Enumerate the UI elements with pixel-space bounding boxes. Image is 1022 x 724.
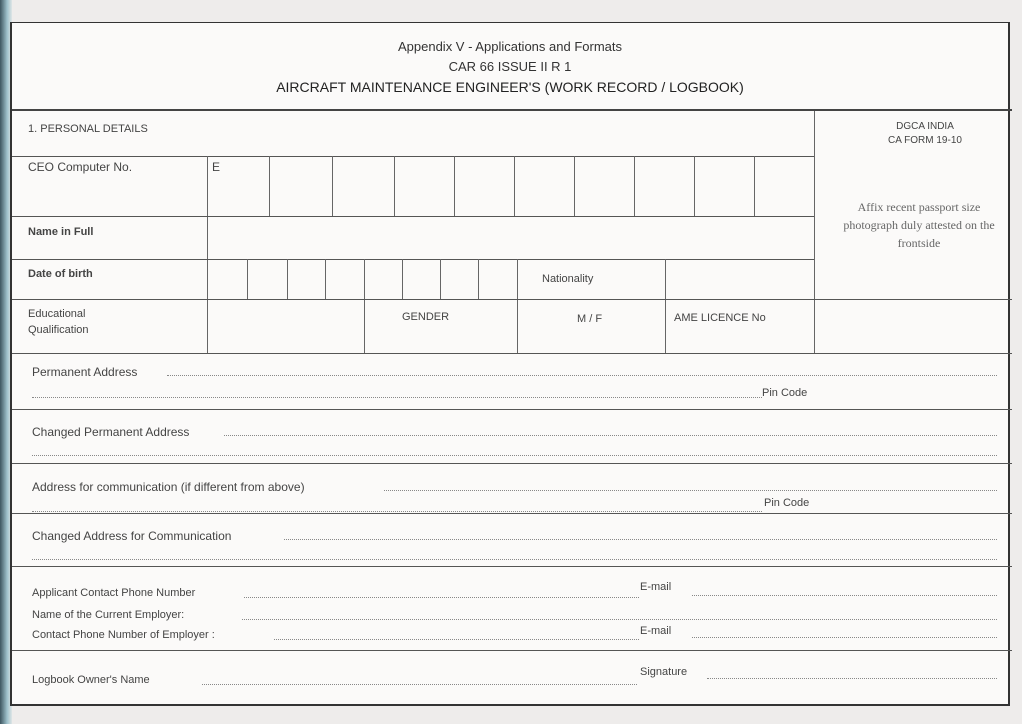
nationality-input[interactable] bbox=[666, 260, 814, 299]
gender-options[interactable]: M / F bbox=[577, 313, 603, 325]
changed-communication-address-input[interactable] bbox=[284, 539, 997, 540]
changed-permanent-address-label: Changed Permanent Address bbox=[32, 425, 190, 439]
phone-input[interactable] bbox=[244, 597, 639, 598]
changed-communication-address-label: Changed Address for Communication bbox=[32, 529, 232, 543]
employer-label: Name of the Current Employer: bbox=[32, 609, 185, 621]
pin-code-label: Pin Code bbox=[762, 387, 808, 399]
communication-address-input[interactable] bbox=[384, 490, 997, 491]
signature-input[interactable] bbox=[707, 678, 997, 679]
form-title: AIRCRAFT MAINTENANCE ENGINEER'S (WORK RECORD / LOGBOOK) bbox=[276, 79, 744, 95]
employer-phone-label: Contact Phone Number of Employer : bbox=[32, 629, 215, 641]
changed-permanent-address-input[interactable] bbox=[224, 435, 997, 436]
employer-phone-input[interactable] bbox=[274, 639, 639, 640]
name-input[interactable] bbox=[208, 217, 814, 259]
pin-code-label-2: Pin Code bbox=[764, 497, 810, 509]
car-issue: CAR 66 ISSUE II R 1 bbox=[448, 59, 572, 74]
signature-label: Signature bbox=[640, 666, 688, 678]
communication-address-label: Address for communication (if different from above) bbox=[32, 480, 305, 494]
gender-label: GENDER bbox=[402, 311, 450, 323]
owner-name-label: Logbook Owner's Name bbox=[32, 674, 150, 686]
phone-label: Applicant Contact Phone Number bbox=[32, 587, 196, 599]
edu-label-2: Qualification bbox=[28, 324, 89, 336]
employer-input[interactable] bbox=[242, 619, 997, 620]
dob-input[interactable] bbox=[208, 260, 517, 299]
section-title: 1. PERSONAL DETAILS bbox=[28, 123, 148, 135]
email-label: E-mail bbox=[640, 581, 672, 593]
edu-label-1: Educational bbox=[28, 308, 86, 320]
dob-label: Date of birth bbox=[28, 268, 93, 280]
ceo-prefix: E bbox=[212, 160, 221, 174]
education-input[interactable] bbox=[208, 300, 364, 353]
permanent-address-label: Permanent Address bbox=[32, 365, 138, 379]
dgca-label: DGCA INDIA bbox=[896, 121, 954, 132]
ceo-label: CEO Computer No. bbox=[28, 160, 133, 174]
logbook-form bbox=[10, 22, 1010, 706]
email-input[interactable] bbox=[692, 595, 997, 596]
owner-name-input[interactable] bbox=[202, 684, 637, 685]
ceo-number-input[interactable] bbox=[208, 157, 814, 216]
employer-email-input[interactable] bbox=[692, 637, 997, 638]
appendix-title: Appendix V - Applications and Formats bbox=[397, 39, 622, 54]
nationality-label: Nationality bbox=[542, 273, 594, 285]
ame-licence-label: AME LICENCE No bbox=[674, 312, 766, 324]
employer-email-label: E-mail bbox=[640, 625, 672, 637]
name-label: Name in Full bbox=[28, 226, 94, 238]
form-number: CA FORM 19-10 bbox=[888, 135, 962, 146]
photo-box[interactable]: Affix recent passport size photograph duly attested on the frontside bbox=[843, 200, 995, 250]
permanent-address-input[interactable] bbox=[167, 375, 997, 376]
